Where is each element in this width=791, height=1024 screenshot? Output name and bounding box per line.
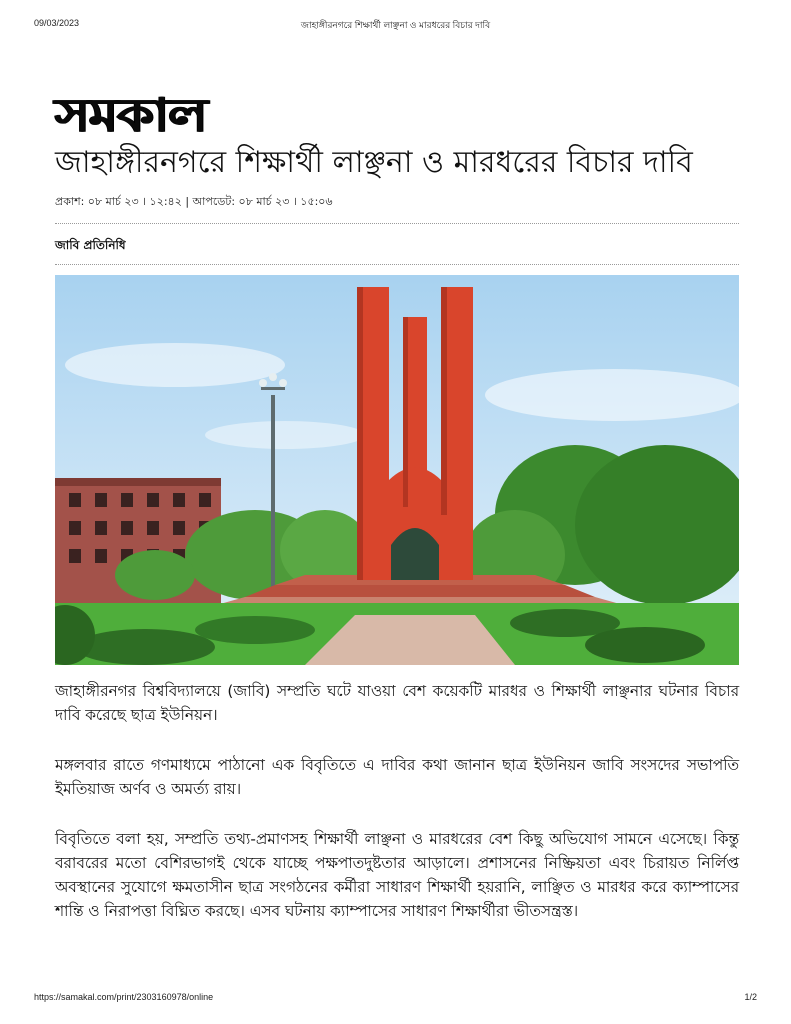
article-meta: প্রকাশ: ০৮ মার্চ ২৩ । ১২:৪২ | আপডেট: ০৮ মার্চ ২৩ । ১৫:০৬ (55, 195, 333, 208)
article-body (55, 679, 739, 923)
divider (55, 223, 739, 224)
publication-logo[interactable]: সমকাল (55, 88, 207, 142)
print-url[interactable]: https://samakal.com/print/2303160978/online (34, 992, 214, 1002)
article (55, 88, 739, 949)
paragraph: জাহাঙ্গীরনগর বিশ্ববিদ্যালয়ে (জাবি) সম্প্রতি ঘটে যাওয়া বেশ কয়েকটি মারধর ও শিক্ষার্থী লাঞ্ছনার ঘটনার বিচার দাবি করেছে ছাত্র ইউনিয়ন। (55, 682, 739, 724)
print-date: 09/03/2023 (34, 18, 80, 28)
page-number: 1/2 (744, 992, 757, 1002)
paragraph: মঙ্গলবার রাতে গণমাধ্যমে পাঠানো এক বিবৃতিতে এ দাবির কথা জানান ছাত্র ইউনিয়ন জাবি সংসদের সভাপতি ইমতিয়াজ অর্ণব ও অমর্ত্য রায়। (55, 756, 739, 798)
monument-photo-illustration (55, 275, 739, 665)
print-header (34, 18, 757, 32)
article-photo (55, 275, 739, 665)
article-headline: জাহাঙ্গীরনগরে শিক্ষার্থী লাঞ্ছনা ও মারধরের বিচার দাবি (55, 145, 693, 180)
article-author: জাবি প্রতিনিধি (55, 238, 126, 252)
divider (55, 264, 739, 265)
paragraph: বিবৃতিতে বলা হয়, সম্প্রতি তথ্য-প্রমাণসহ শিক্ষার্থী লাঞ্ছনা ও মারধরের বেশ কিছু অভিযোগ সামনে এসেছে। কিন্তু বরাবরের মতো বেশিরভাগই থেকে যাচ্ছে পক্ষপাতদুষ্টতার আড়ালে। প্রশাসনের নিষ্ক্রিয়তা এবং চিরায়ত নির্লিপ্ত অবস্থানের সুযোগে ক্ষমতাসীন ছাত্র সংগঠনের কর্মীরা সাধারণ শিক্ষার্থী হয়রানি, লাঞ্ছিত ও মারধর করে ক্যাম্পাসের শান্তি ও নিরাপত্তা বিঘ্নিত করছে। এসব ঘটনায় ক্যাম্পাসের সাধারণ শিক্ষার্থীরা ভীতসন্ত্রস্ত। (55, 830, 739, 920)
print-page-title: জাহাঙ্গীরনগরে শিক্ষার্থী লাঞ্ছনা ও মারধরের বিচার দাবি (300, 20, 491, 30)
print-footer (34, 992, 757, 1006)
